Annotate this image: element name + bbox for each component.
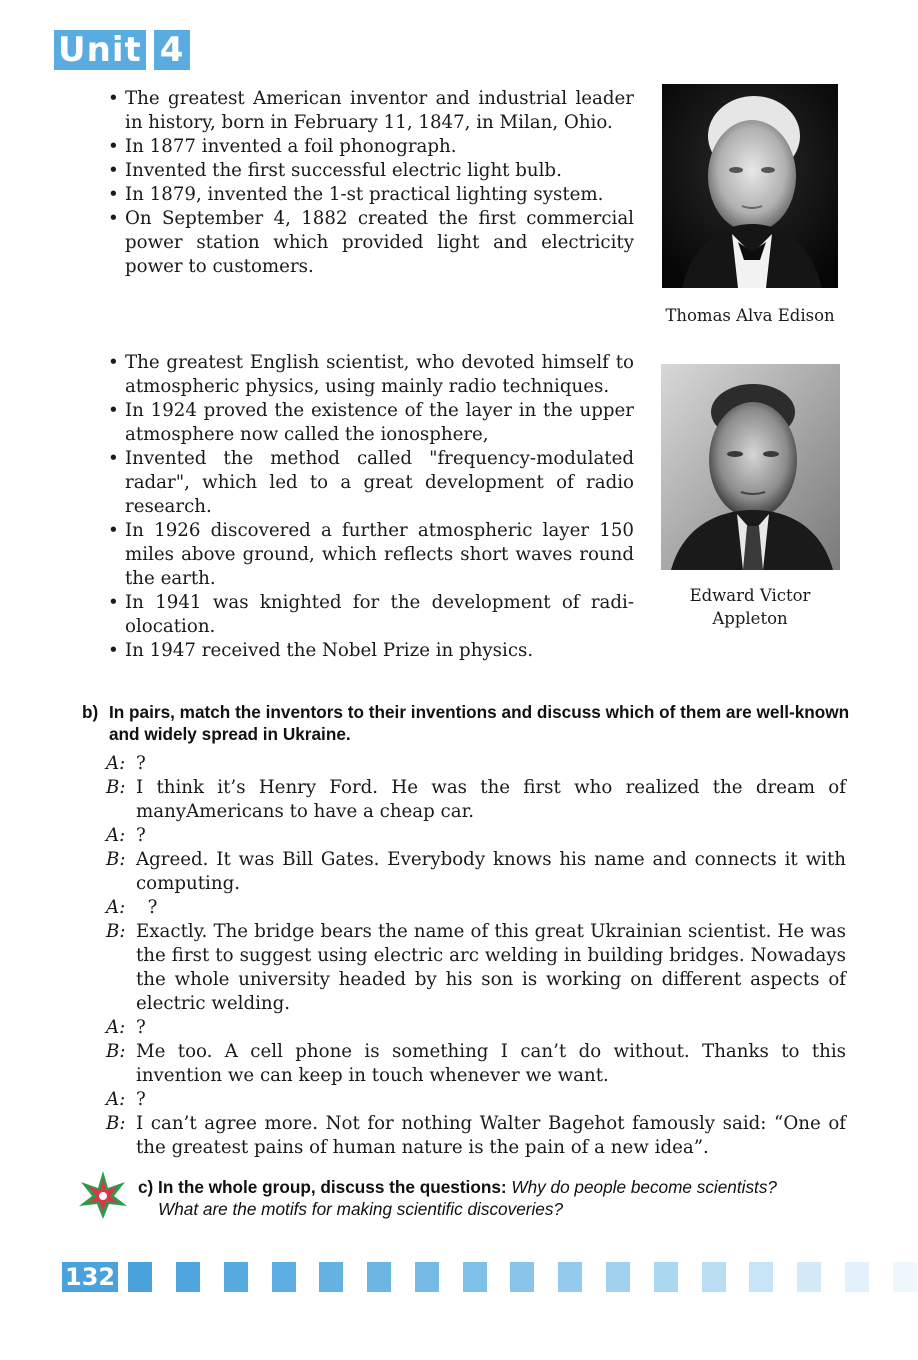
task-label: c) In the whole group, discuss the questions: <box>138 1177 507 1197</box>
footer-square <box>558 1262 582 1292</box>
unit-header <box>54 30 190 70</box>
list-item: • Invented the first successful electric light bulb. <box>108 159 634 183</box>
speaker: A: <box>106 897 126 918</box>
dialog-line: ? <box>136 825 146 846</box>
edison-facts <box>108 87 634 279</box>
footer-square <box>702 1262 726 1292</box>
footer-squares <box>128 1262 918 1292</box>
footer-square <box>749 1262 773 1292</box>
dialog-turn <box>106 896 846 920</box>
question: Why do people become scientists? <box>511 1177 777 1197</box>
list-item: • In 1941 was knighted for the development of radiolocation. <box>108 591 634 639</box>
footer-square <box>176 1262 200 1292</box>
dialog-line: I can’t agree more. Not for nothing Walter Bagehot famously said: “One of the greatest pains of human nature is the pain of a new idea”. <box>136 1113 846 1158</box>
list-item: • On September 4, 1882 created the first commercial power station which provided light and electricity power to customers. <box>108 207 634 279</box>
list-item: • The greatest English scientist, who devoted himself to atmospheric physics, using mainly radio techniques. <box>108 351 634 399</box>
list-item: • In 1924 proved the existence of the layer in the upper atmosphere now called the ionosphere, <box>108 399 634 447</box>
speaker: A: <box>106 753 126 774</box>
footer-square <box>797 1262 821 1292</box>
dialog-line: ? <box>136 897 158 918</box>
speaker: B: <box>106 921 126 942</box>
list-item: • Invented the method called "frequency-modulated radar", which led to a great development of radio research. <box>108 447 634 519</box>
dialog-line: ? <box>136 753 146 774</box>
star-icon <box>78 1170 128 1220</box>
list-item: • The greatest American inventor and industrial leader in history, born in February 11, 1847, in Milan, Ohio. <box>108 87 634 135</box>
dialog-turn <box>106 920 846 1016</box>
list-item: • In 1879, invented the 1-st practical lighting system. <box>108 183 634 207</box>
footer-square <box>654 1262 678 1292</box>
task-instruction: In pairs, match the inventors to their inventions and discuss which of them are well-known and widely spread in Ukraine. <box>109 702 850 744</box>
dialog-turn <box>106 1088 846 1112</box>
page-footer <box>62 1262 918 1292</box>
edison-caption: Thomas Alva Edison <box>665 306 835 325</box>
dialog-line: Agreed. It was Bill Gates. Everybody knows his name and connects it with computing. <box>136 849 846 894</box>
page-number: 132 <box>62 1262 118 1292</box>
speaker: A: <box>106 1017 126 1038</box>
dialog-turn <box>106 752 846 776</box>
footer-square <box>845 1262 869 1292</box>
caption-line: Appleton <box>712 609 788 628</box>
dialog-turn <box>106 1112 846 1160</box>
footer-square <box>415 1262 439 1292</box>
list-item: • In 1947 received the Nobel Prize in physics. <box>108 639 634 663</box>
footer-square <box>319 1262 343 1292</box>
speaker: A: <box>106 825 126 846</box>
footer-square <box>224 1262 248 1292</box>
dialog-turn <box>106 824 846 848</box>
speaker: B: <box>106 849 126 870</box>
caption-line: Edward Victor <box>689 586 811 605</box>
appleton-facts <box>108 351 634 663</box>
task-label: b) <box>82 702 99 722</box>
footer-square <box>367 1262 391 1292</box>
question: What are the motifs for making scientific discoveries? <box>158 1199 564 1219</box>
unit-word: Unit <box>54 30 146 70</box>
speaker: B: <box>106 1113 126 1134</box>
footer-square <box>893 1262 917 1292</box>
speaker: B: <box>106 1041 126 1062</box>
dialog-line: Exactly. The bridge bears the name of this great Ukrainian scientist. He was the first to suggest using electric arc welding in building bridges. Nowadays the whole university headed by his son is working on different aspects of electric welding. <box>136 921 846 1014</box>
dialog-line: ? <box>136 1017 146 1038</box>
list-item: • In 1877 invented a foil phonograph. <box>108 135 634 159</box>
dialog-turn <box>106 848 846 896</box>
speaker: B: <box>106 777 126 798</box>
appleton-portrait <box>661 364 840 570</box>
dialog-line: I think it’s Henry Ford. He was the first who realized the dream of manyAmericans to have a cheap car. <box>136 777 846 822</box>
footer-square <box>606 1262 630 1292</box>
footer-square <box>510 1262 534 1292</box>
task-b <box>82 701 852 745</box>
edison-portrait <box>662 84 838 288</box>
list-item: • In 1926 discovered a further atmospheric layer 150 miles above ground, which reflects short waves round the earth. <box>108 519 634 591</box>
dialog <box>106 752 846 1160</box>
dialog-line: Me too. A cell phone is something I can’t do without. Thanks to this invention we can keep in touch whenever we want. <box>136 1041 846 1086</box>
speaker: A: <box>106 1089 126 1110</box>
footer-square <box>128 1262 152 1292</box>
dialog-turn <box>106 1016 846 1040</box>
footer-square <box>272 1262 296 1292</box>
appleton-caption <box>650 584 850 630</box>
unit-number: 4 <box>154 30 191 70</box>
dialog-line: ? <box>136 1089 146 1110</box>
footer-square <box>463 1262 487 1292</box>
dialog-turn <box>106 776 846 824</box>
dialog-turn <box>106 1040 846 1088</box>
task-c <box>138 1176 858 1220</box>
task-instruction <box>138 1176 858 1198</box>
